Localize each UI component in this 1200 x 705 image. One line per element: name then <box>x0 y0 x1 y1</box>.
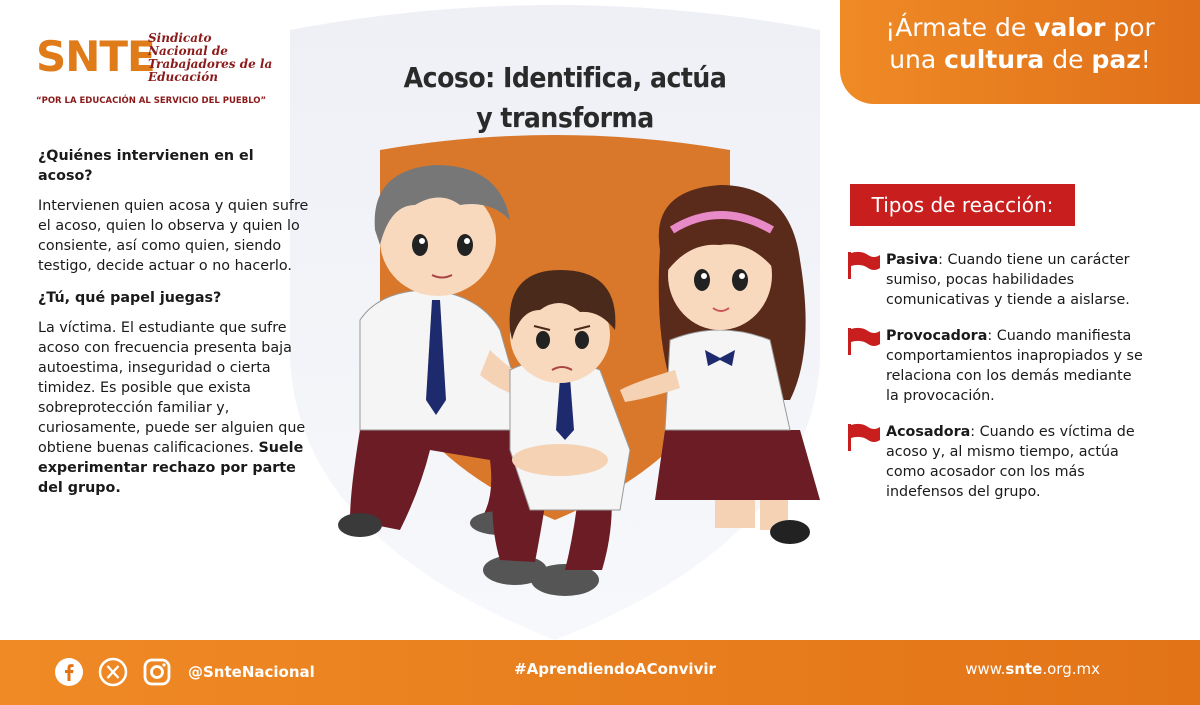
reaction-item-acosadora <box>846 422 1146 504</box>
logo-organization-name <box>148 32 298 84</box>
instagram-icon[interactable] <box>142 657 172 687</box>
social-handle[interactable]: @SnteNacional <box>188 663 315 681</box>
title-line-1: Acoso: Identifica, actúa <box>403 61 727 94</box>
answer-2 <box>38 318 310 498</box>
slogan-line-2: una cultura de paz! <box>889 45 1151 74</box>
reaction-text: Acosadora: Cuando es víctima de acoso y, al mismo tiempo, actúa como acosador con los más indefensos del grupo. <box>886 424 1135 500</box>
slogan-line-1: ¡Ármate de valor por <box>885 13 1155 42</box>
social-links <box>54 656 315 688</box>
footer <box>0 640 1200 705</box>
page-title <box>395 58 735 138</box>
left-column <box>38 146 310 510</box>
answer-2-text: La víctima. El estudiante que sufre acoso con frecuencia presenta baja autoestima, inseguridad o cierta timidez. Es posible que exista sobreprotección familiar y, curiosamente, puede ser alguien que obtiene buenas calificaciones. <box>38 320 306 456</box>
logo-mark-text: SNTE <box>36 32 155 81</box>
logo-name-line: Nacional de <box>148 44 228 58</box>
campaign-hashtag: #AprendiendoAConvivir <box>514 660 716 678</box>
students-illustration <box>320 130 850 610</box>
answer-1: Intervienen quien acosa y quien sufre el acoso, quien lo observa y quien lo consiente, así como quien, siendo testigo, decide actuar o no hacerlo. <box>38 198 309 274</box>
logo-motto: “POR LA EDUCACIÓN AL SERVICIO DEL PUEBLO” <box>36 96 267 106</box>
flag-icon <box>846 422 882 452</box>
facebook-icon[interactable] <box>54 657 84 687</box>
reaction-text: Pasiva: Cuando tiene un carácter sumiso, pocas habilidades comunicativas y tiende a aislarse. <box>886 252 1130 308</box>
girl-right-figure <box>620 185 820 544</box>
question-1: ¿Quiénes intervienen en el acoso? <box>38 148 254 184</box>
logo-mark <box>36 32 155 81</box>
reaction-text: Provocadora: Cuando manifiesta comportamientos inapropiados y se relaciona con los demás mediante la provocación. <box>886 328 1143 404</box>
slogan-banner <box>840 0 1200 104</box>
title-line-2: y transforma <box>476 101 654 134</box>
question-2: ¿Tú, qué papel juegas? <box>38 290 222 306</box>
answer-2-emphasis: Suele experimentar rechazo por parte del grupo. <box>38 440 304 496</box>
reaction-item-pasiva <box>846 250 1146 320</box>
snte-logo <box>36 28 276 118</box>
reaction-types-header: Tipos de reacción: <box>850 184 1075 226</box>
x-icon[interactable] <box>98 657 128 687</box>
logo-name-line: Sindicato <box>148 31 212 45</box>
logo-name-line: Educación <box>148 70 218 84</box>
flag-icon <box>846 326 882 356</box>
flag-icon <box>846 250 882 280</box>
website-link[interactable]: www.snte.org.mx <box>965 660 1100 678</box>
reaction-item-provocadora <box>846 326 1146 408</box>
logo-name-line: Trabajadores de la <box>148 57 273 71</box>
